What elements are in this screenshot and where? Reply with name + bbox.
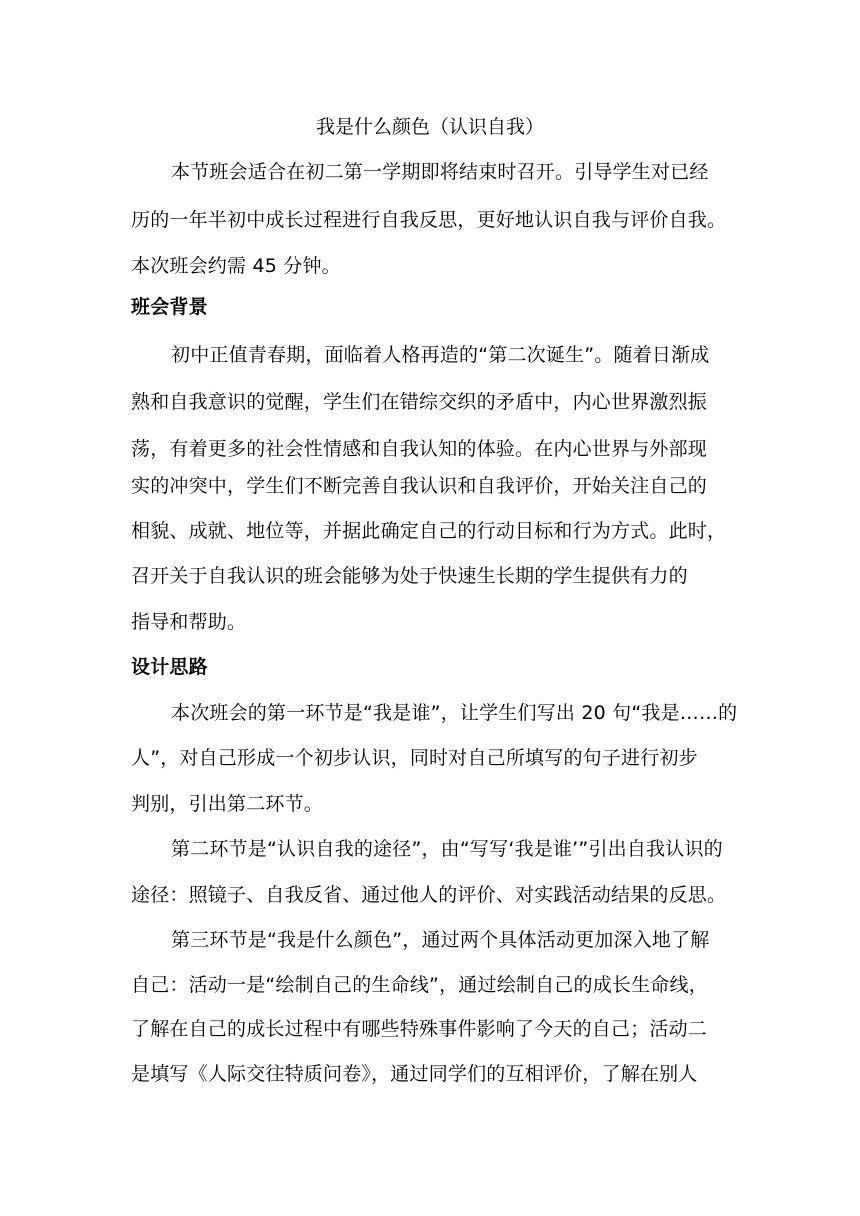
document-title: 我是什么颜色（认识自我）: [315, 116, 544, 138]
design-line: 自己：活动一是“绘制自己的生命线”，通过绘制自己的成长生命线，: [131, 974, 708, 996]
design-line: 人”，对自己形成一个初步认识，同时对自己所填写的句子进行初步: [131, 747, 698, 769]
background-line: 召开关于自我认识的班会能够为处于快速生长期的学生提供有力的: [131, 565, 688, 587]
intro-line: 历的一年半初中成长过程进行自我反思，更好地认识自我与评价自我。: [131, 209, 727, 231]
intro-line: 本节班会适合在初二第一学期即将结束时召开。引导学生对已经: [171, 161, 709, 183]
background-line: 指导和帮助。: [131, 611, 247, 633]
background-line: 相貌、成就、地位等，并据此确定自己的行动目标和行为方式。此时，: [131, 520, 727, 542]
background-line: 初中正值青春期，面临着人格再造的“第二次诞生”。随着日渐成: [171, 344, 710, 366]
design-line: 了解在自己的成长过程中有哪些特殊事件影响了今天的自己；活动二: [131, 1018, 708, 1040]
design-line: 本次班会的第一环节是“我是谁”，让学生们写出 20 句“我是……的: [171, 702, 738, 724]
intro-line: 本次班会约需 45 分钟。: [131, 255, 341, 277]
design-line: 第三环节是“我是什么颜色”，通过两个具体活动更加深入地了解: [171, 929, 710, 951]
section-heading-design: 设计思路: [131, 656, 208, 678]
design-line: 途径：照镜子、自我反省、通过他人的评价、对实践活动结果的反思。: [131, 884, 727, 906]
background-line: 熟和自我意识的觉醒，学生们在错综交织的矛盾中，内心世界激烈振: [131, 391, 708, 413]
background-line: 荡，有着更多的社会性情感和自我认知的体验。在内心世界与外部现: [131, 438, 708, 460]
design-line: 判别，引出第二环节。: [131, 793, 324, 815]
design-line: 第二环节是“认识自我的途径”，由“写写‘我是谁’”引出自我认识的: [171, 838, 723, 860]
section-heading-background: 班会背景: [131, 296, 208, 318]
background-line: 实的冲突中，学生们不断完善自我认识和自我评价，开始关注自己的: [131, 475, 708, 497]
design-line: 是填写《人际交往特质问卷》，通过同学们的互相评价，了解在别人: [131, 1063, 698, 1085]
